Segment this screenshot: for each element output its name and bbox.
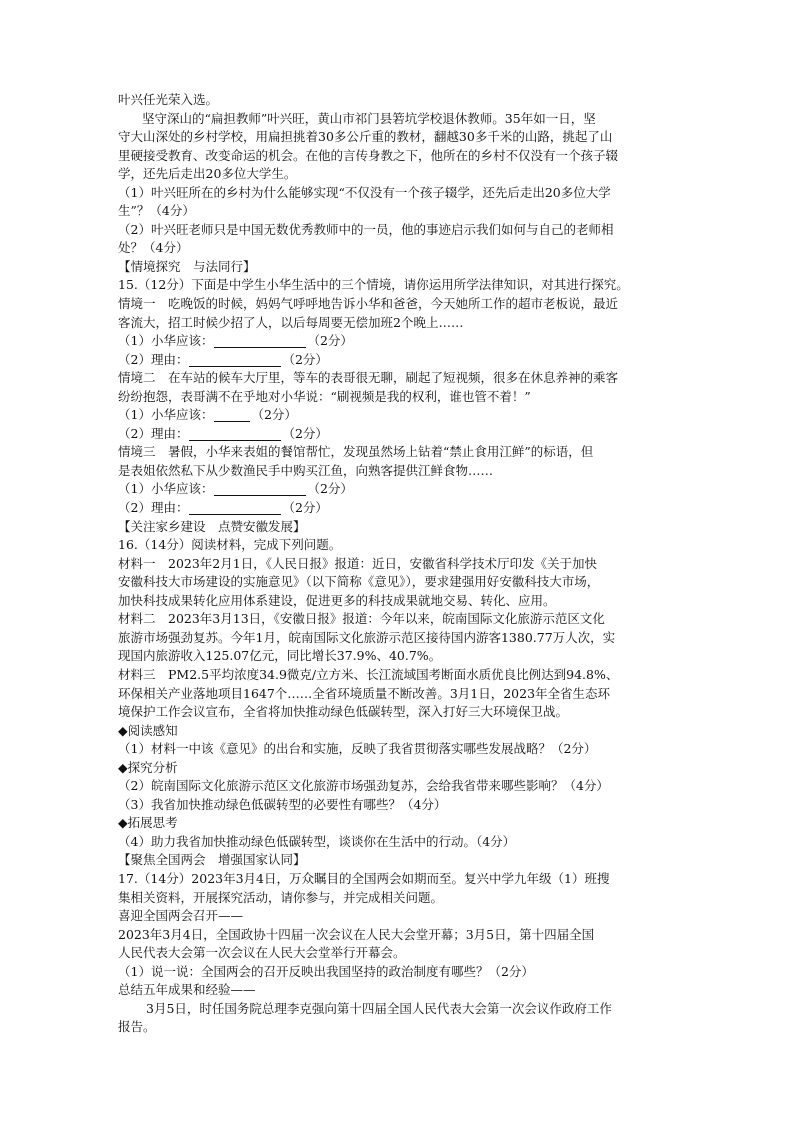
question-text: （4）助力我省加快推动绿色低碳转型，谈谈你在生活中的行动。（4分） <box>118 833 516 849</box>
material-text: 现国内旅游收入125.07亿元，同比增长37.9%、40.7%。 <box>118 648 442 664</box>
subheading: 喜迎全国两会召开—— <box>118 908 244 924</box>
answer-line: （1）小华应该： （2分） <box>118 481 353 497</box>
material-text: 旅游市场强劲复苏。今年1月，皖南国际文化旅游示范区接待国内游客1380.77万人次，实 <box>118 629 616 645</box>
exam-page <box>118 91 680 1037</box>
subheading: ◆探究分析 <box>118 759 178 775</box>
text-line: 学，还先后走出20多位大学生。 <box>118 166 297 182</box>
answer-blank[interactable] <box>214 408 250 422</box>
scenario-text: 客流大，招工时候少招了人，以后每周要无偿加班2个晚上…… <box>118 314 464 330</box>
material-text: 境保护工作会议宣布，全省将加快推动绿色低碳转型，深入打好三大环境保卫战。 <box>118 704 569 720</box>
question-text: （1）叶兴旺所在的乡村为什么能够实现“不仅没有一个孩子辍学，还先后走出20多位大学 <box>118 184 611 200</box>
question-text: 集相关资料，开展探究活动，请你参与，并完成相关问题。 <box>118 889 444 905</box>
text-line: 叶兴任光荣入选。 <box>118 92 219 107</box>
material-text: 人民代表大会第一次会议在人民大会堂举行开幕会。 <box>118 945 406 961</box>
answer-blank[interactable] <box>214 482 306 496</box>
question-text: 16.（14分）阅读材料，完成下列问题。 <box>118 537 342 553</box>
material-text: 2023年3月4日，全国政协十四届一次会议在人民大会堂开幕；3月5日，第十四届全国 <box>118 926 595 942</box>
answer-line: （2）理由： （2分） <box>118 351 328 367</box>
answer-line: （2）理由： （2分） <box>118 425 328 441</box>
scenario-text: 是表姐依然私下从少数渔民手中购买江鱼，向熟客提供江鲜食物…… <box>118 462 494 478</box>
material-text: 材料二 2023年3月13日，《安徽日报》报道：今年以来，皖南国际文化旅游示范区文化 <box>118 611 605 627</box>
scenario-text: 纷纷抱怨，表哥满不在乎地对小华说：“刷视频是我的权利，谁也管不着！” <box>118 388 531 404</box>
answer-line: （1）小华应该： （2分） <box>118 407 297 423</box>
question-text: （2）叶兴旺老师只是中国无数优秀教师中的一员，他的事迹启示我们如何与自己的老师相 <box>118 221 614 237</box>
section-heading: 【关注家乡建设 点赞安徽发展】 <box>118 518 306 534</box>
material-text: 3月5日，时任国务院总理李克强向第十四届全国人民代表大会第一次会议作政府工作 <box>146 1000 612 1016</box>
question-text: （3）我省加快推动绿色低碳转型的必要性有哪些？（4分） <box>118 796 447 812</box>
answer-line: （1）小华应该： （2分） <box>118 333 353 349</box>
answer-blank[interactable] <box>189 501 281 515</box>
question-text: 处？（4分） <box>118 240 189 256</box>
material-text: 加快科技成果转化应用体系建设，促进更多的科技成果就地交易、转化、应用。 <box>118 592 556 608</box>
subheading: ◆阅读感知 <box>118 722 178 738</box>
scenario-text: 情境三 暑假，小华来表姐的餐馆帮忙，发现虽然场上钻着“禁止食用江鲜”的标语，但 <box>118 444 594 460</box>
subheading: ◆拓展思考 <box>118 815 178 831</box>
question-text: 15.（12分）下面是中学生小华生活中的三个情境，请你运用所学法律知识，对其进行探究。 <box>118 277 629 293</box>
question-text: （2）皖南国际文化旅游示范区文化旅游市场强劲复苏，会给我省带来哪些影响？（4分） <box>118 778 609 794</box>
question-text: 生”？（4分） <box>118 203 195 219</box>
text-line: 守大山深处的乡村学校，用扁担挑着30多公斤重的教材，翻越30多千米的山路，挑起了山 <box>118 129 613 145</box>
answer-blank[interactable] <box>189 353 281 367</box>
scenario-text: 情境二 在车站的候车大厅里，等车的表哥很无聊，刷起了短视频，很多在休息养神的乘客 <box>118 370 619 386</box>
section-heading: 【聚焦全国两会 增强国家认同】 <box>118 852 306 868</box>
scenario-text: 情境一 吃晚饭的时候，妈妈气呼呼地告诉小华和爸爸，今天她所工作的超市老板说，最近 <box>118 296 619 312</box>
material-text: 材料三 PM2.5平均浓度34.9微克/立方米、长江流域国考断面水质优良比例达到94.8%、 <box>118 666 619 682</box>
question-text: （1）材料一中该《意见》的出台和实施，反映了我省贯彻落实哪些发展战略？（2分） <box>118 741 597 757</box>
material-text: 环保相关产业落地项目1647个……全省环境质量不断改善。3月1日，2023年全省生态环 <box>118 685 611 701</box>
material-text: 报告。 <box>118 1019 156 1035</box>
question-text: （1）说一说：全国两会的召开反映出我国坚持的政治制度有哪些？（2分） <box>118 963 534 979</box>
answer-blank[interactable] <box>189 427 281 441</box>
text-line: 坚守深山的“扁担教师”叶兴旺，黄山市祁门县箬坑学校退休教师。35年如一日，坚 <box>142 110 596 126</box>
section-heading: 【情境探究 与法同行】 <box>118 258 256 274</box>
material-text: 安徽科技大市场建设的实施意见》（以下简称《意见》），要求建强用好安徽科技大市场， <box>118 574 600 590</box>
question-text: 17.（14分）2023年3月4日，万众瞩目的全国两会如期而至。复兴中学九年级（1）班搜 <box>118 870 610 886</box>
answer-blank[interactable] <box>214 334 306 348</box>
text-line: 里硬接受教育、改变命运的机会。在他的言传身教之下，他所在的乡村不仅没有一个孩子辍 <box>118 147 619 163</box>
subheading: 总结五年成果和经验—— <box>118 982 256 998</box>
answer-line: （2）理由： （2分） <box>118 500 328 516</box>
material-text: 材料一 2023年2月1日，《人民日报》报道：近日，安徽省科学技术厅印发《关于加快 <box>118 555 597 571</box>
